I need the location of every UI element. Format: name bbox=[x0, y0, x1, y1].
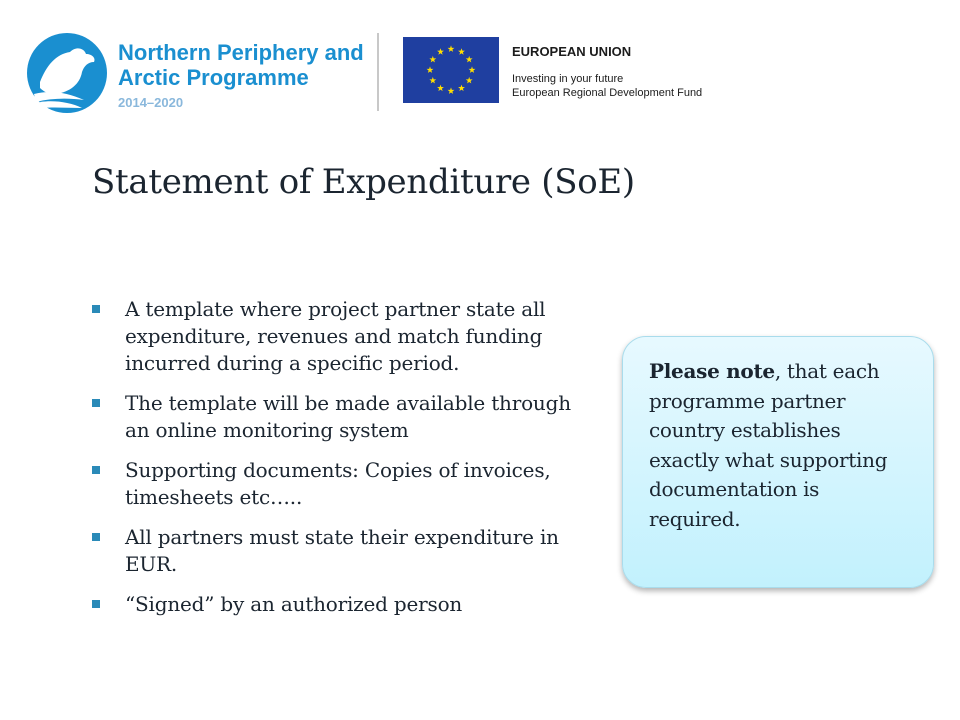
square-bullet-icon bbox=[92, 600, 100, 608]
note-text bbox=[649, 357, 909, 534]
bird-emblem-icon bbox=[26, 32, 108, 114]
note-body: , that each programme partner country establishes exactly what supporting documentation is required. bbox=[649, 359, 888, 531]
npa-logo bbox=[26, 30, 366, 115]
bullet-text: A template where project partner state all expenditure, revenues and match funding incurred during a specific period. bbox=[125, 297, 546, 375]
bullet-text: Supporting documents: Copies of invoices, timesheets etc….. bbox=[125, 458, 551, 509]
bullet-text: The template will be made available through an online monitoring system bbox=[125, 391, 571, 442]
eu-flag-icon bbox=[403, 37, 499, 103]
square-bullet-icon bbox=[92, 305, 100, 313]
note-emphasis: Please note bbox=[649, 359, 775, 383]
npa-name-line2: Arctic Programme bbox=[118, 65, 309, 90]
bullet-item bbox=[92, 296, 592, 377]
bullet-item bbox=[92, 390, 592, 444]
bullet-text: “Signed” by an authorized person bbox=[125, 592, 463, 616]
npa-years: 2014–2020 bbox=[118, 95, 184, 110]
eu-title: EUROPEAN UNION bbox=[512, 44, 632, 59]
eu-subtitle-1: Investing in your future bbox=[512, 73, 624, 85]
bullet-item bbox=[92, 524, 592, 578]
eu-label bbox=[512, 44, 702, 100]
square-bullet-icon bbox=[92, 399, 100, 407]
bullet-item bbox=[92, 457, 592, 511]
bullet-item bbox=[92, 591, 592, 618]
npa-name-line1: Northern Periphery and bbox=[118, 40, 364, 65]
header-divider bbox=[377, 33, 379, 111]
eu-subtitle-2: European Regional Development Fund bbox=[512, 87, 703, 99]
slide-title: Statement of Expenditure (SoE) bbox=[92, 162, 635, 202]
note-box bbox=[622, 336, 934, 588]
square-bullet-icon bbox=[92, 533, 100, 541]
square-bullet-icon bbox=[92, 466, 100, 474]
bullet-list bbox=[92, 296, 592, 631]
bullet-text: All partners must state their expenditure in EUR. bbox=[125, 525, 559, 576]
